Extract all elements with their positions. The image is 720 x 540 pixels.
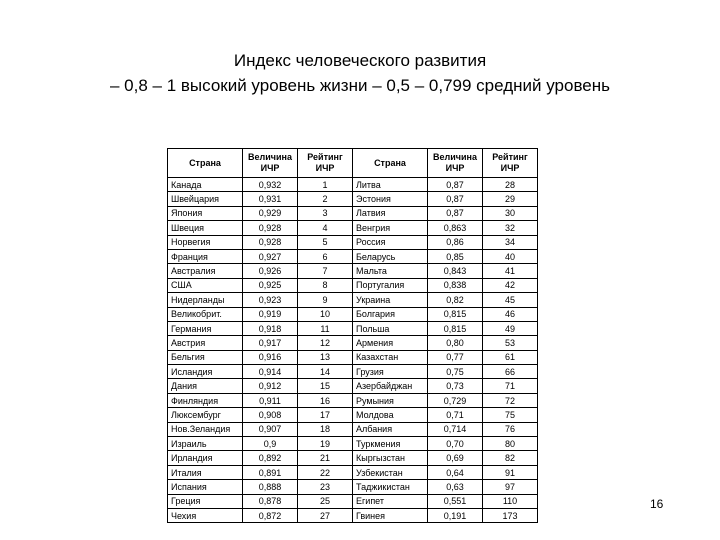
cell-country: Япония <box>168 206 243 220</box>
cell-country-2: Эстония <box>353 192 428 206</box>
cell-hdi-value-2: 0,64 <box>428 465 483 479</box>
cell-country-2: Азербайджан <box>353 379 428 393</box>
cell-hdi-rank: 27 <box>298 508 353 522</box>
table-row <box>168 249 538 263</box>
cell-hdi-value: 0,916 <box>243 350 298 364</box>
cell-country-2: Египет <box>353 494 428 508</box>
cell-hdi-value: 0,927 <box>243 249 298 263</box>
table-row <box>168 235 538 249</box>
cell-hdi-rank-2: 45 <box>483 293 538 307</box>
cell-hdi-value-2: 0,63 <box>428 480 483 494</box>
cell-country: Израиль <box>168 437 243 451</box>
cell-country-2: Россия <box>353 235 428 249</box>
cell-hdi-rank: 14 <box>298 365 353 379</box>
cell-country: Греция <box>168 494 243 508</box>
cell-hdi-value-2: 0,71 <box>428 408 483 422</box>
cell-country-2: Молдова <box>353 408 428 422</box>
cell-hdi-rank: 5 <box>298 235 353 249</box>
cell-hdi-value-2: 0,75 <box>428 365 483 379</box>
cell-hdi-rank-2: 110 <box>483 494 538 508</box>
cell-hdi-rank-2: 66 <box>483 365 538 379</box>
cell-country-2: Португалия <box>353 278 428 292</box>
cell-country: Италия <box>168 465 243 479</box>
cell-hdi-rank-2: 53 <box>483 336 538 350</box>
cell-hdi-value: 0,926 <box>243 264 298 278</box>
header-country-2: Страна <box>353 149 428 178</box>
cell-hdi-value-2: 0,551 <box>428 494 483 508</box>
cell-hdi-value: 0,908 <box>243 408 298 422</box>
cell-country: Норвегия <box>168 235 243 249</box>
cell-country-2: Румыния <box>353 393 428 407</box>
cell-hdi-rank: 3 <box>298 206 353 220</box>
cell-country-2: Кыргызстан <box>353 451 428 465</box>
cell-hdi-value-2: 0,86 <box>428 235 483 249</box>
cell-country: Австралия <box>168 264 243 278</box>
cell-country: Испания <box>168 480 243 494</box>
cell-hdi-rank-2: 76 <box>483 422 538 436</box>
cell-country-2: Туркмения <box>353 437 428 451</box>
cell-hdi-value-2: 0,87 <box>428 192 483 206</box>
cell-country-2: Албания <box>353 422 428 436</box>
cell-country: США <box>168 278 243 292</box>
title-line-2: – 0,8 – 1 высокий уровень жизни – 0,5 – 0,799 средний уровень <box>110 76 610 95</box>
cell-hdi-rank: 13 <box>298 350 353 364</box>
cell-country: Нидерланды <box>168 293 243 307</box>
table-row <box>168 336 538 350</box>
cell-hdi-rank-2: 40 <box>483 249 538 263</box>
page-number: 16 <box>650 497 664 511</box>
title-line-1: Индекс человеческого развития <box>233 51 487 70</box>
cell-hdi-rank: 9 <box>298 293 353 307</box>
cell-hdi-value-2: 0,838 <box>428 278 483 292</box>
cell-hdi-rank: 16 <box>298 393 353 407</box>
cell-hdi-rank-2: 29 <box>483 192 538 206</box>
cell-hdi-rank-2: 32 <box>483 221 538 235</box>
cell-country: Финляндия <box>168 393 243 407</box>
cell-hdi-rank: 19 <box>298 437 353 451</box>
cell-hdi-rank-2: 72 <box>483 393 538 407</box>
cell-hdi-value: 0,917 <box>243 336 298 350</box>
table-row <box>168 192 538 206</box>
cell-hdi-rank: 18 <box>298 422 353 436</box>
slide-title <box>0 48 720 98</box>
cell-hdi-value: 0,878 <box>243 494 298 508</box>
cell-country: Швейцария <box>168 192 243 206</box>
cell-hdi-value-2: 0,815 <box>428 321 483 335</box>
cell-country: Чехия <box>168 508 243 522</box>
header-country: Страна <box>168 149 243 178</box>
cell-hdi-value-2: 0,87 <box>428 178 483 192</box>
cell-hdi-rank-2: 71 <box>483 379 538 393</box>
cell-hdi-value-2: 0,714 <box>428 422 483 436</box>
table-row <box>168 465 538 479</box>
cell-hdi-rank: 4 <box>298 221 353 235</box>
cell-hdi-value-2: 0,73 <box>428 379 483 393</box>
cell-hdi-value: 0,907 <box>243 422 298 436</box>
cell-hdi-value: 0,891 <box>243 465 298 479</box>
cell-hdi-rank: 2 <box>298 192 353 206</box>
cell-country-2: Болгария <box>353 307 428 321</box>
cell-hdi-rank: 12 <box>298 336 353 350</box>
cell-country-2: Армения <box>353 336 428 350</box>
table-row <box>168 178 538 192</box>
cell-hdi-value: 0,929 <box>243 206 298 220</box>
table-row <box>168 437 538 451</box>
cell-country-2: Польша <box>353 321 428 335</box>
cell-hdi-value-2: 0,87 <box>428 206 483 220</box>
cell-hdi-value: 0,918 <box>243 321 298 335</box>
cell-country-2: Казахстан <box>353 350 428 364</box>
cell-hdi-rank-2: 97 <box>483 480 538 494</box>
cell-country-2: Таджикистан <box>353 480 428 494</box>
cell-country: Германия <box>168 321 243 335</box>
cell-country: Исландия <box>168 365 243 379</box>
cell-hdi-rank: 17 <box>298 408 353 422</box>
cell-hdi-rank-2: 41 <box>483 264 538 278</box>
table-row <box>168 307 538 321</box>
cell-country-2: Беларусь <box>353 249 428 263</box>
cell-hdi-value: 0,914 <box>243 365 298 379</box>
cell-hdi-value-2: 0,85 <box>428 249 483 263</box>
cell-country: Канада <box>168 178 243 192</box>
cell-hdi-value-2: 0,191 <box>428 508 483 522</box>
cell-hdi-value: 0,892 <box>243 451 298 465</box>
cell-country: Швеция <box>168 221 243 235</box>
cell-hdi-value: 0,925 <box>243 278 298 292</box>
cell-hdi-value: 0,872 <box>243 508 298 522</box>
cell-country-2: Литва <box>353 178 428 192</box>
cell-hdi-value: 0,928 <box>243 235 298 249</box>
cell-hdi-value-2: 0,815 <box>428 307 483 321</box>
cell-hdi-rank: 21 <box>298 451 353 465</box>
cell-country: Ирландия <box>168 451 243 465</box>
table-header <box>168 149 538 178</box>
cell-hdi-value: 0,919 <box>243 307 298 321</box>
cell-hdi-value: 0,911 <box>243 393 298 407</box>
cell-country-2: Узбекистан <box>353 465 428 479</box>
table-row <box>168 451 538 465</box>
cell-country-2: Мальта <box>353 264 428 278</box>
cell-hdi-rank-2: 61 <box>483 350 538 364</box>
cell-hdi-rank-2: 173 <box>483 508 538 522</box>
cell-hdi-value: 0,912 <box>243 379 298 393</box>
header-hdi-rank: Рейтинг ИЧР <box>298 149 353 178</box>
cell-country: Люксембург <box>168 408 243 422</box>
cell-hdi-value: 0,932 <box>243 178 298 192</box>
table-row <box>168 264 538 278</box>
cell-country: Великобрит. <box>168 307 243 321</box>
cell-hdi-rank-2: 49 <box>483 321 538 335</box>
table-row <box>168 508 538 522</box>
cell-hdi-rank: 1 <box>298 178 353 192</box>
cell-hdi-rank: 22 <box>298 465 353 479</box>
table-row <box>168 480 538 494</box>
cell-hdi-value: 0,888 <box>243 480 298 494</box>
table-row <box>168 393 538 407</box>
cell-hdi-rank-2: 82 <box>483 451 538 465</box>
table-row <box>168 278 538 292</box>
header-hdi-rank-2: Рейтинг ИЧР <box>483 149 538 178</box>
table-row <box>168 494 538 508</box>
header-hdi-value: Величина ИЧР <box>243 149 298 178</box>
cell-hdi-value-2: 0,82 <box>428 293 483 307</box>
table-row <box>168 221 538 235</box>
table-row <box>168 408 538 422</box>
cell-country: Австрия <box>168 336 243 350</box>
table-body <box>168 178 538 523</box>
cell-hdi-rank-2: 42 <box>483 278 538 292</box>
cell-country-2: Грузия <box>353 365 428 379</box>
cell-hdi-value-2: 0,70 <box>428 437 483 451</box>
cell-hdi-value-2: 0,69 <box>428 451 483 465</box>
cell-hdi-rank-2: 46 <box>483 307 538 321</box>
cell-hdi-rank: 8 <box>298 278 353 292</box>
cell-hdi-value-2: 0,863 <box>428 221 483 235</box>
cell-hdi-rank-2: 80 <box>483 437 538 451</box>
hdi-table <box>167 148 538 523</box>
table-row <box>168 321 538 335</box>
cell-hdi-rank: 7 <box>298 264 353 278</box>
cell-hdi-rank: 25 <box>298 494 353 508</box>
cell-hdi-value-2: 0,80 <box>428 336 483 350</box>
cell-hdi-rank-2: 34 <box>483 235 538 249</box>
cell-country: Нов.Зеландия <box>168 422 243 436</box>
cell-hdi-rank-2: 91 <box>483 465 538 479</box>
cell-country: Дания <box>168 379 243 393</box>
table-row <box>168 379 538 393</box>
cell-hdi-value-2: 0,843 <box>428 264 483 278</box>
cell-hdi-value: 0,928 <box>243 221 298 235</box>
cell-hdi-value: 0,923 <box>243 293 298 307</box>
table-row <box>168 422 538 436</box>
cell-country-2: Венгрия <box>353 221 428 235</box>
table-row <box>168 206 538 220</box>
table-row <box>168 350 538 364</box>
cell-hdi-rank: 6 <box>298 249 353 263</box>
cell-hdi-value: 0,931 <box>243 192 298 206</box>
cell-country-2: Гвинея <box>353 508 428 522</box>
cell-country-2: Латвия <box>353 206 428 220</box>
cell-hdi-value: 0,9 <box>243 437 298 451</box>
cell-country: Бельгия <box>168 350 243 364</box>
cell-hdi-rank: 23 <box>298 480 353 494</box>
cell-country-2: Украина <box>353 293 428 307</box>
cell-country: Франция <box>168 249 243 263</box>
table-row <box>168 293 538 307</box>
cell-hdi-rank-2: 28 <box>483 178 538 192</box>
cell-hdi-rank: 10 <box>298 307 353 321</box>
cell-hdi-value-2: 0,729 <box>428 393 483 407</box>
header-hdi-value-2: Величина ИЧР <box>428 149 483 178</box>
cell-hdi-rank-2: 75 <box>483 408 538 422</box>
cell-hdi-rank-2: 30 <box>483 206 538 220</box>
cell-hdi-value-2: 0,77 <box>428 350 483 364</box>
cell-hdi-rank: 15 <box>298 379 353 393</box>
cell-hdi-rank: 11 <box>298 321 353 335</box>
table-row <box>168 365 538 379</box>
